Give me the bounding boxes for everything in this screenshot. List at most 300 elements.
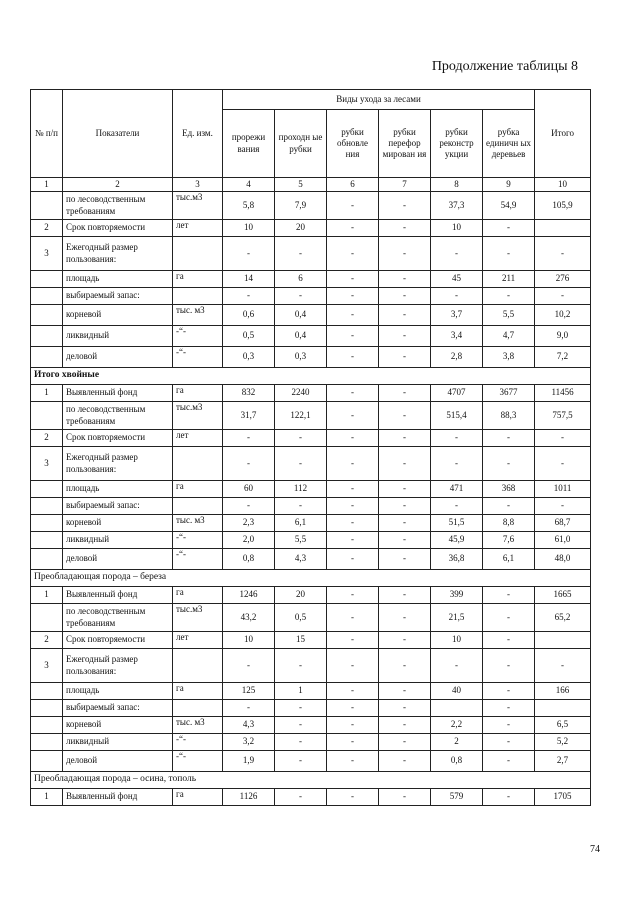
table-row	[31, 192, 591, 220]
value-cell: 14	[223, 271, 275, 288]
section-title: Итого хвойные	[31, 368, 591, 385]
table-row	[31, 237, 591, 271]
value-cell: -	[327, 532, 379, 549]
header-care-types: Виды ухода за лесами	[223, 90, 535, 110]
indicator-cell: выбираемый запас:	[63, 498, 173, 515]
value-cell: 0,5	[275, 604, 327, 632]
unit-cell: -“-	[173, 532, 223, 549]
value-cell: 125	[223, 683, 275, 700]
value-cell: 399	[431, 587, 483, 604]
value-cell: 2,8	[431, 347, 483, 368]
value-cell: -	[483, 604, 535, 632]
value-cell: -	[483, 632, 535, 649]
unit-cell: га	[173, 481, 223, 498]
value-cell: -	[379, 347, 431, 368]
column-number: 4	[223, 178, 275, 192]
indicator-cell: площадь	[63, 271, 173, 288]
table-row	[31, 700, 591, 717]
value-cell: -	[483, 700, 535, 717]
total-cell: 7,2	[535, 347, 591, 368]
value-cell: -	[275, 700, 327, 717]
row-number: 1	[31, 385, 63, 402]
value-cell: 5,5	[483, 305, 535, 326]
value-cell: 0,5	[223, 326, 275, 347]
unit-cell: лет	[173, 430, 223, 447]
value-cell: -	[327, 305, 379, 326]
table-row	[31, 649, 591, 683]
table-row	[31, 447, 591, 481]
total-cell: 1011	[535, 481, 591, 498]
value-cell: 7,9	[275, 192, 327, 220]
value-cell: 579	[431, 789, 483, 806]
value-cell: 0,4	[275, 305, 327, 326]
value-cell: -	[275, 288, 327, 305]
header-type: рубки реконстр укции	[431, 110, 483, 178]
total-cell: -	[535, 430, 591, 447]
total-cell: 1665	[535, 587, 591, 604]
value-cell: -	[327, 632, 379, 649]
value-cell: -	[483, 789, 535, 806]
table-row	[31, 385, 591, 402]
row-number	[31, 481, 63, 498]
value-cell: 37,3	[431, 192, 483, 220]
row-number	[31, 288, 63, 305]
row-number	[31, 515, 63, 532]
row-number	[31, 271, 63, 288]
table-body	[31, 192, 591, 806]
value-cell: 122,1	[275, 402, 327, 430]
value-cell: 60	[223, 481, 275, 498]
value-cell: -	[275, 717, 327, 734]
header-indicator: Показатели	[63, 90, 173, 178]
row-number	[31, 604, 63, 632]
table-row	[31, 288, 591, 305]
table-caption: Продолжение таблицы 8	[431, 59, 578, 74]
column-number: 8	[431, 178, 483, 192]
value-cell: 0,8	[223, 549, 275, 570]
value-cell: -	[379, 237, 431, 271]
value-cell: -	[327, 604, 379, 632]
value-cell: -	[379, 288, 431, 305]
value-cell: 40	[431, 683, 483, 700]
indicator-cell: ликвидный	[63, 326, 173, 347]
row-number	[31, 402, 63, 430]
table-row	[31, 402, 591, 430]
value-cell: -	[223, 498, 275, 515]
column-number: 1	[31, 178, 63, 192]
row-number	[31, 700, 63, 717]
value-cell: -	[327, 237, 379, 271]
unit-cell: -“-	[173, 326, 223, 347]
value-cell: 6,1	[275, 515, 327, 532]
unit-cell	[173, 700, 223, 717]
value-cell: 4,3	[275, 549, 327, 570]
value-cell: -	[275, 237, 327, 271]
value-cell: -	[483, 587, 535, 604]
unit-cell: тыс. м3	[173, 515, 223, 532]
table-row	[31, 481, 591, 498]
section-row	[31, 570, 591, 587]
unit-cell: га	[173, 789, 223, 806]
value-cell: 211	[483, 271, 535, 288]
value-cell: -	[483, 649, 535, 683]
indicator-cell: ликвидный	[63, 734, 173, 751]
value-cell: -	[483, 220, 535, 237]
value-cell: -	[327, 326, 379, 347]
unit-cell: тыс.м3	[173, 192, 223, 220]
value-cell: 31,7	[223, 402, 275, 430]
value-cell: 10	[431, 220, 483, 237]
table-row	[31, 220, 591, 237]
unit-cell	[173, 649, 223, 683]
table-row	[31, 717, 591, 734]
total-cell: 276	[535, 271, 591, 288]
value-cell: 3,4	[431, 326, 483, 347]
value-cell: 45	[431, 271, 483, 288]
value-cell: 2,3	[223, 515, 275, 532]
row-number	[31, 717, 63, 734]
header-unit: Ед. изм.	[173, 90, 223, 178]
value-cell: -	[431, 430, 483, 447]
unit-cell: лет	[173, 632, 223, 649]
table-row	[31, 515, 591, 532]
table-row	[31, 498, 591, 515]
indicator-cell: площадь	[63, 481, 173, 498]
table-row	[31, 305, 591, 326]
value-cell: 2,0	[223, 532, 275, 549]
unit-cell: лет	[173, 220, 223, 237]
value-cell: 0,3	[275, 347, 327, 368]
value-cell: 10	[223, 220, 275, 237]
value-cell: -	[483, 237, 535, 271]
value-cell: 3,8	[483, 347, 535, 368]
section-title: Преобладающая порода – осина, тополь	[31, 772, 591, 789]
value-cell: -	[431, 447, 483, 481]
value-cell: -	[327, 402, 379, 430]
indicator-cell: деловой	[63, 347, 173, 368]
indicator-cell: Выявленный фонд	[63, 385, 173, 402]
value-cell: -	[223, 237, 275, 271]
section-title: Преобладающая порода – береза	[31, 570, 591, 587]
indicator-cell: Срок повторяемости	[63, 220, 173, 237]
value-cell: -	[483, 683, 535, 700]
indicator-cell: Выявленный фонд	[63, 587, 173, 604]
table-row	[31, 683, 591, 700]
unit-cell: -“-	[173, 347, 223, 368]
unit-cell: тыс. м3	[173, 305, 223, 326]
value-cell: 2,2	[431, 717, 483, 734]
value-cell: -	[327, 347, 379, 368]
row-number	[31, 498, 63, 515]
unit-cell: га	[173, 385, 223, 402]
unit-cell: тыс. м3	[173, 717, 223, 734]
table-row	[31, 430, 591, 447]
value-cell: 0,6	[223, 305, 275, 326]
value-cell: 6	[275, 271, 327, 288]
value-cell: -	[379, 751, 431, 772]
value-cell: -	[379, 192, 431, 220]
indicator-cell: Срок повторяемости	[63, 632, 173, 649]
value-cell: -	[483, 717, 535, 734]
total-cell: 105,9	[535, 192, 591, 220]
value-cell: 5,5	[275, 532, 327, 549]
value-cell: -	[379, 305, 431, 326]
value-cell: -	[379, 271, 431, 288]
table-row	[31, 271, 591, 288]
indicator-cell: по лесоводственным требованиям	[63, 604, 173, 632]
value-cell: -	[327, 498, 379, 515]
unit-cell: га	[173, 271, 223, 288]
section-row	[31, 772, 591, 789]
total-cell: 10,2	[535, 305, 591, 326]
value-cell: -	[223, 430, 275, 447]
value-cell: -	[275, 751, 327, 772]
indicator-cell: деловой	[63, 751, 173, 772]
table-row	[31, 532, 591, 549]
unit-cell	[173, 288, 223, 305]
row-number	[31, 326, 63, 347]
total-cell: 65,2	[535, 604, 591, 632]
value-cell: 45,9	[431, 532, 483, 549]
table-row	[31, 789, 591, 806]
row-number: 2	[31, 220, 63, 237]
value-cell: -	[223, 700, 275, 717]
section-row	[31, 368, 591, 385]
header-type: проходн ые рубки	[275, 110, 327, 178]
value-cell: 1126	[223, 789, 275, 806]
table-row	[31, 751, 591, 772]
forest-care-table	[30, 89, 591, 806]
value-cell: -	[379, 734, 431, 751]
indicator-cell: выбираемый запас:	[63, 700, 173, 717]
value-cell: 10	[223, 632, 275, 649]
value-cell: 0,4	[275, 326, 327, 347]
value-cell: -	[379, 402, 431, 430]
unit-cell	[173, 447, 223, 481]
row-number	[31, 734, 63, 751]
total-cell	[535, 700, 591, 717]
value-cell: -	[379, 532, 431, 549]
total-cell: -	[535, 237, 591, 271]
row-number: 3	[31, 649, 63, 683]
header-num: № п/п	[31, 90, 63, 178]
value-cell: 832	[223, 385, 275, 402]
value-cell: 7,6	[483, 532, 535, 549]
value-cell: -	[223, 649, 275, 683]
value-cell: -	[379, 515, 431, 532]
value-cell: 20	[275, 587, 327, 604]
value-cell: -	[327, 192, 379, 220]
indicator-cell: Ежегодный размер пользования:	[63, 649, 173, 683]
indicator-cell: площадь	[63, 683, 173, 700]
row-number: 2	[31, 632, 63, 649]
value-cell: -	[483, 430, 535, 447]
table-row	[31, 632, 591, 649]
unit-cell: -“-	[173, 549, 223, 570]
value-cell: -	[327, 220, 379, 237]
indicator-cell: ликвидный	[63, 532, 173, 549]
value-cell: 368	[483, 481, 535, 498]
value-cell: -	[379, 549, 431, 570]
value-cell: 515,4	[431, 402, 483, 430]
value-cell: -	[327, 789, 379, 806]
indicator-cell: Выявленный фонд	[63, 789, 173, 806]
value-cell: 0,3	[223, 347, 275, 368]
total-cell: 5,2	[535, 734, 591, 751]
indicator-cell: корневой	[63, 515, 173, 532]
value-cell: -	[483, 734, 535, 751]
unit-cell	[173, 498, 223, 515]
row-number	[31, 751, 63, 772]
total-cell: 48,0	[535, 549, 591, 570]
value-cell: -	[327, 734, 379, 751]
unit-cell: тыс.м3	[173, 604, 223, 632]
row-number: 1	[31, 587, 63, 604]
value-cell: -	[379, 498, 431, 515]
value-cell: -	[327, 683, 379, 700]
value-cell: 10	[431, 632, 483, 649]
unit-cell: га	[173, 683, 223, 700]
total-cell: -	[535, 649, 591, 683]
indicator-cell: корневой	[63, 717, 173, 734]
value-cell: 1,9	[223, 751, 275, 772]
value-cell: -	[275, 649, 327, 683]
indicator-cell: по лесоводственным требованиям	[63, 192, 173, 220]
value-cell: -	[379, 430, 431, 447]
value-cell: -	[327, 751, 379, 772]
value-cell: 2240	[275, 385, 327, 402]
indicator-cell: корневой	[63, 305, 173, 326]
row-number: 1	[31, 789, 63, 806]
row-number: 3	[31, 447, 63, 481]
value-cell: -	[275, 789, 327, 806]
indicator-cell: Ежегодный размер пользования:	[63, 447, 173, 481]
table-row	[31, 734, 591, 751]
value-cell: -	[379, 604, 431, 632]
value-cell: -	[327, 481, 379, 498]
column-number: 6	[327, 178, 379, 192]
value-cell: -	[379, 447, 431, 481]
value-cell: -	[431, 237, 483, 271]
table-row	[31, 604, 591, 632]
value-cell: -	[379, 587, 431, 604]
value-cell: -	[327, 385, 379, 402]
value-cell: -	[431, 498, 483, 515]
row-number: 3	[31, 237, 63, 271]
value-cell: -	[379, 683, 431, 700]
value-cell: -	[483, 447, 535, 481]
header-type: прорежи вания	[223, 110, 275, 178]
unit-cell: тыс.м3	[173, 402, 223, 430]
value-cell: 4,7	[483, 326, 535, 347]
value-cell: 2	[431, 734, 483, 751]
total-cell: 1705	[535, 789, 591, 806]
unit-cell: га	[173, 587, 223, 604]
unit-cell: -“-	[173, 734, 223, 751]
value-cell: -	[275, 734, 327, 751]
total-cell: 6,5	[535, 717, 591, 734]
table-row	[31, 347, 591, 368]
value-cell: 20	[275, 220, 327, 237]
row-number	[31, 683, 63, 700]
value-cell: -	[327, 430, 379, 447]
total-cell: 166	[535, 683, 591, 700]
value-cell: 88,3	[483, 402, 535, 430]
row-number	[31, 549, 63, 570]
value-cell: -	[327, 649, 379, 683]
row-number	[31, 532, 63, 549]
total-cell: 61,0	[535, 532, 591, 549]
value-cell: -	[379, 649, 431, 683]
value-cell: 51,5	[431, 515, 483, 532]
total-cell	[535, 220, 591, 237]
row-number: 2	[31, 430, 63, 447]
value-cell: 54,9	[483, 192, 535, 220]
value-cell: -	[275, 430, 327, 447]
total-cell: 11456	[535, 385, 591, 402]
value-cell: 4707	[431, 385, 483, 402]
value-cell: 1246	[223, 587, 275, 604]
header-type: рубки перефор мирован ия	[379, 110, 431, 178]
value-cell: -	[327, 447, 379, 481]
value-cell: 15	[275, 632, 327, 649]
row-number	[31, 192, 63, 220]
total-cell: 2,7	[535, 751, 591, 772]
value-cell: 36,8	[431, 549, 483, 570]
value-cell: -	[327, 700, 379, 717]
value-cell: -	[327, 549, 379, 570]
total-cell: -	[535, 447, 591, 481]
indicator-cell: Срок повторяемости	[63, 430, 173, 447]
table-row	[31, 326, 591, 347]
column-number: 10	[535, 178, 591, 192]
value-cell: 43,2	[223, 604, 275, 632]
value-cell: -	[483, 498, 535, 515]
total-cell: -	[535, 288, 591, 305]
value-cell: -	[379, 220, 431, 237]
indicator-cell: деловой	[63, 549, 173, 570]
value-cell: -	[379, 481, 431, 498]
column-number: 2	[63, 178, 173, 192]
value-cell: 3677	[483, 385, 535, 402]
value-cell: 21,5	[431, 604, 483, 632]
value-cell: 5,8	[223, 192, 275, 220]
value-cell	[431, 700, 483, 717]
value-cell: 4,3	[223, 717, 275, 734]
value-cell: -	[483, 751, 535, 772]
indicator-cell: Ежегодный размер пользования:	[63, 237, 173, 271]
table-row	[31, 587, 591, 604]
column-number: 3	[173, 178, 223, 192]
value-cell: 8,8	[483, 515, 535, 532]
indicator-cell: по лесоводственным требованиям	[63, 402, 173, 430]
value-cell: -	[379, 717, 431, 734]
value-cell: -	[431, 288, 483, 305]
total-cell: -	[535, 498, 591, 515]
total-cell	[535, 632, 591, 649]
page-number: 74	[590, 844, 600, 855]
value-cell: -	[223, 288, 275, 305]
value-cell: 3,2	[223, 734, 275, 751]
value-cell: 112	[275, 481, 327, 498]
column-number: 5	[275, 178, 327, 192]
table-row	[31, 549, 591, 570]
column-number: 7	[379, 178, 431, 192]
total-cell: 9,0	[535, 326, 591, 347]
value-cell: -	[275, 498, 327, 515]
value-cell: 6,1	[483, 549, 535, 570]
column-number: 9	[483, 178, 535, 192]
